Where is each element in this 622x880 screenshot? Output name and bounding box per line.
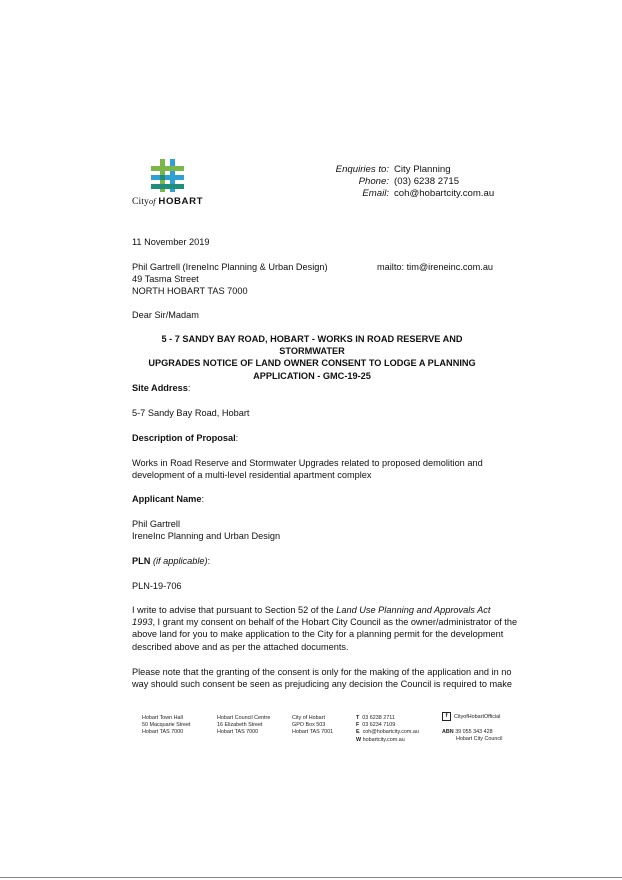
enquiries-label: Enquiries to: [335, 164, 389, 175]
page-bottom-divider [0, 877, 622, 878]
salutation: Dear Sir/Madam [132, 310, 199, 320]
footer-contacts: T 03 6238 2711 F 03 6234 7109 E coh@hobartcity.com.au W hobartcity.com.au [356, 715, 419, 743]
title-line-2: UPGRADES NOTICE OF LAND OWNER CONSENT TO LODGE A PLANNING [148, 358, 476, 369]
paragraph-1-line-2: 1993, I grant my consent on behalf of the Hobart City Council as the owner/administrator of the [132, 617, 518, 627]
footer-postal: City of Hobart GPO Box 503 Hobart TAS 7001 [292, 715, 334, 736]
pln-value: PLN-19-706 [132, 581, 182, 591]
title-line-3: APPLICATION - GMC-19-25 [253, 370, 371, 381]
email-label: Email: [362, 188, 389, 199]
applicant-heading: Applicant Name: [132, 494, 204, 504]
enquiries-value: City Planning [394, 164, 451, 175]
letter-title [132, 333, 492, 382]
proposal-line-2: development of a multi-level residential apartment complex [132, 470, 372, 480]
footer-facebook[interactable]: f CityofHobartOfficial [442, 712, 500, 721]
proposal-line-1: Works in Road Reserve and Stormwater Upgrades related to proposed demolition and [132, 458, 483, 468]
pln-heading: PLN (if applicable): [132, 556, 211, 566]
applicant-line-1: Phil Gartrell [132, 519, 180, 529]
recipient-mailto[interactable]: mailto: tim@ireneinc.com.au [377, 262, 494, 272]
paragraph-2-line-1: Please note that the granting of the consent is only for the making of the application and in no [132, 667, 512, 677]
letter-date: 11 November 2019 [132, 237, 210, 247]
facebook-icon: f [442, 712, 451, 721]
email-value[interactable]: coh@hobartcity.com.au [394, 188, 495, 199]
title-line-1: 5 - 7 SANDY BAY ROAD, HOBART - WORKS IN ROAD RESERVE AND STORMWATER [161, 334, 463, 357]
applicant-line-2: IreneInc Planning and Urban Design [132, 531, 281, 541]
recipient-name: Phil Gartrell (IreneInc Planning & Urban Design) [132, 262, 328, 272]
site-address-heading: Site Address: [132, 383, 191, 393]
recipient-street: 49 Tasma Street [132, 274, 199, 284]
paragraph-1-line-1: I write to advise that pursuant to Section 52 of the Land Use Planning and Approvals Act [132, 605, 491, 615]
footer-abn: ABN 39 055 343 428 Hobart City Council [442, 729, 503, 743]
recipient-suburb: NORTH HOBART TAS 7000 [132, 286, 248, 296]
phone-label: Phone: [358, 176, 389, 187]
proposal-heading: Description of Proposal: [132, 433, 239, 443]
footer-council-centre: Hobart Council Centre 16 Elizabeth Street Hobart TAS 7000 [217, 715, 271, 736]
paragraph-1-line-4: described above and as per the attached documents. [132, 642, 349, 652]
footer-town-hall: Hobart Town Hall 50 Macquarie Street Hobart TAS 7000 [142, 715, 191, 736]
phone-value: (03) 6238 2715 [394, 176, 460, 187]
paragraph-2-line-2: way should such consent be seen as prejudicing any decision the Council is required to make [132, 679, 512, 689]
site-address-value: 5-7 Sandy Bay Road, Hobart [132, 408, 250, 418]
logo-wordmark: Cityof HOBART [132, 196, 204, 207]
paragraph-1-line-3: above land for you to make application to the City for a planning permit for the development [132, 629, 504, 639]
